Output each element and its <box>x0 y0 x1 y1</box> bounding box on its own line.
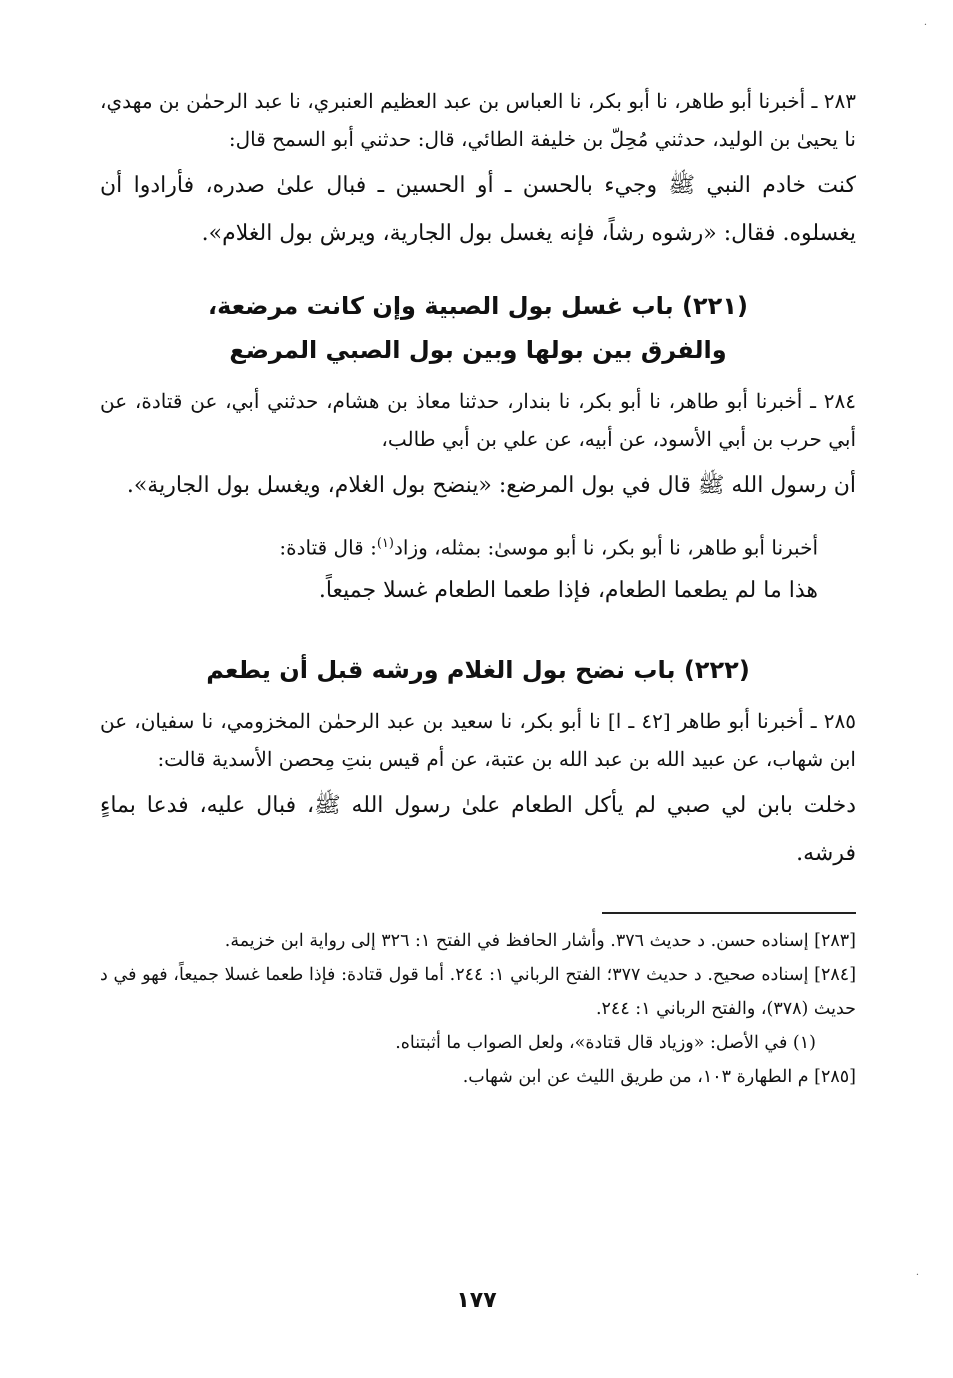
chapter-221-title-line2: والفرق بين بولها وبين بول الصبي المرضع <box>229 336 727 364</box>
chapter-222-heading <box>100 648 856 692</box>
hadith-284-extra-isnad <box>100 524 818 568</box>
hadith-285-isnad: ٢٨٥ ـ أخبرنا أبو طاهر [٤٢ ـ ا] نا أبو بكر، نا سعيد بن عبد الرحمٰن المخزومي، نا سفيان، عن ابن شهاب، عن عبيد الله بن عبد الله بن عتبة، عن أم قيس بنتِ مِحصن الأسدية قالت: <box>100 708 856 771</box>
hadith-283-matn: كنت خادم النبي ﷺ وجيء بالحسن ـ أو الحسين ـ فبال علىٰ صدره، فأرادوا أن يغسلوه. فقال: «رشوه رشاً، فإنه يغسل بول الجارية، ويرش بول الغلام». <box>100 173 856 246</box>
footnote-284: [٢٨٤] إسناده صحيح. د حديث ٣٧٧؛ الفتح الرباني ١: ٢٤٤. أما قول قتادة: فإذا طعما غسلا جميعاً، فهو في د حديث (٣٧٨)، والفتح الرباني ١: ٢٤٤. <box>100 964 857 1019</box>
hadith-284-matn: أن رسول الله ﷺ قال في بول المرضع: «ينضح بول الغلام، ويغسل بول الجارية». <box>126 473 856 498</box>
footnote-283: [٢٨٣] إسناده حسن. د حديث ٣٧٦. وأشار الحافظ في الفتح ١: ٣٢٦ إلى رواية ابن خزيمة. <box>224 930 856 951</box>
hadith-284-extra-matn: هذا ما لم يطعما الطعام، فإذا طعما الطعام غسلا جميعاً. <box>318 577 818 603</box>
footnote-1: (١) في الأصل: «وزياد قال قتادة»، ولعل الصواب ما أثبتناه. <box>395 1032 816 1053</box>
footnote-separator <box>602 912 856 914</box>
page-number: ١٧٧ <box>456 1288 497 1313</box>
chapter-221-heading <box>100 284 856 372</box>
page-mark: · <box>915 1270 919 1281</box>
hadith-284-addition <box>100 524 818 614</box>
hadith-285-matn: دخلت بابن لي صبي لم يأكل الطعام علىٰ رسول الله ﷺ، فبال عليه، فدعا بماءٍ فرشه. <box>100 792 856 866</box>
footnotes <box>100 924 856 1094</box>
chapter-221-title-line1: (٢٢١) باب غسل بول الصبية وإن كانت مرضعة، <box>208 292 748 320</box>
extra-isnad-text: أخبرنا أبو طاهر، نا أبو بكر، نا أبو موسىٰ: بمثله، وزاد <box>393 535 818 560</box>
page-mark: · <box>923 20 927 31</box>
extra-isnad-text: : قال قتادة: <box>279 535 377 560</box>
chapter-222-title: (٢٢٢) باب نضح بول الغلام ورشه قبل أن يطعم <box>206 655 750 684</box>
main-text <box>100 82 856 1094</box>
footnote-285: [٢٨٥] م الطهارة ١٠٣، من طريق الليث عن ابن شهاب. <box>462 1066 856 1087</box>
hadith-283-isnad: ٢٨٣ ـ أخبرنا أبو طاهر، نا أبو بكر، نا العباس بن عبد العظيم العنبري، نا عبد الرحمٰن بن مهدي، نا يحيىٰ بن الوليد، حدثني مُحِلّ بن خليفة الطائي، قال: حدثني أبو السمح قال: <box>100 89 857 151</box>
hadith-284-isnad: ٢٨٤ ـ أخبرنا أبو طاهر، نا أبو بكر، نا بندار، حدثنا معاذ بن هشام، حدثني أبي، عن قتادة، عن أبي حرب بن أبي الأسود، عن أبيه، عن علي بن أبي طالب، <box>100 389 856 451</box>
footnote-ref-1: (١) <box>376 536 394 551</box>
